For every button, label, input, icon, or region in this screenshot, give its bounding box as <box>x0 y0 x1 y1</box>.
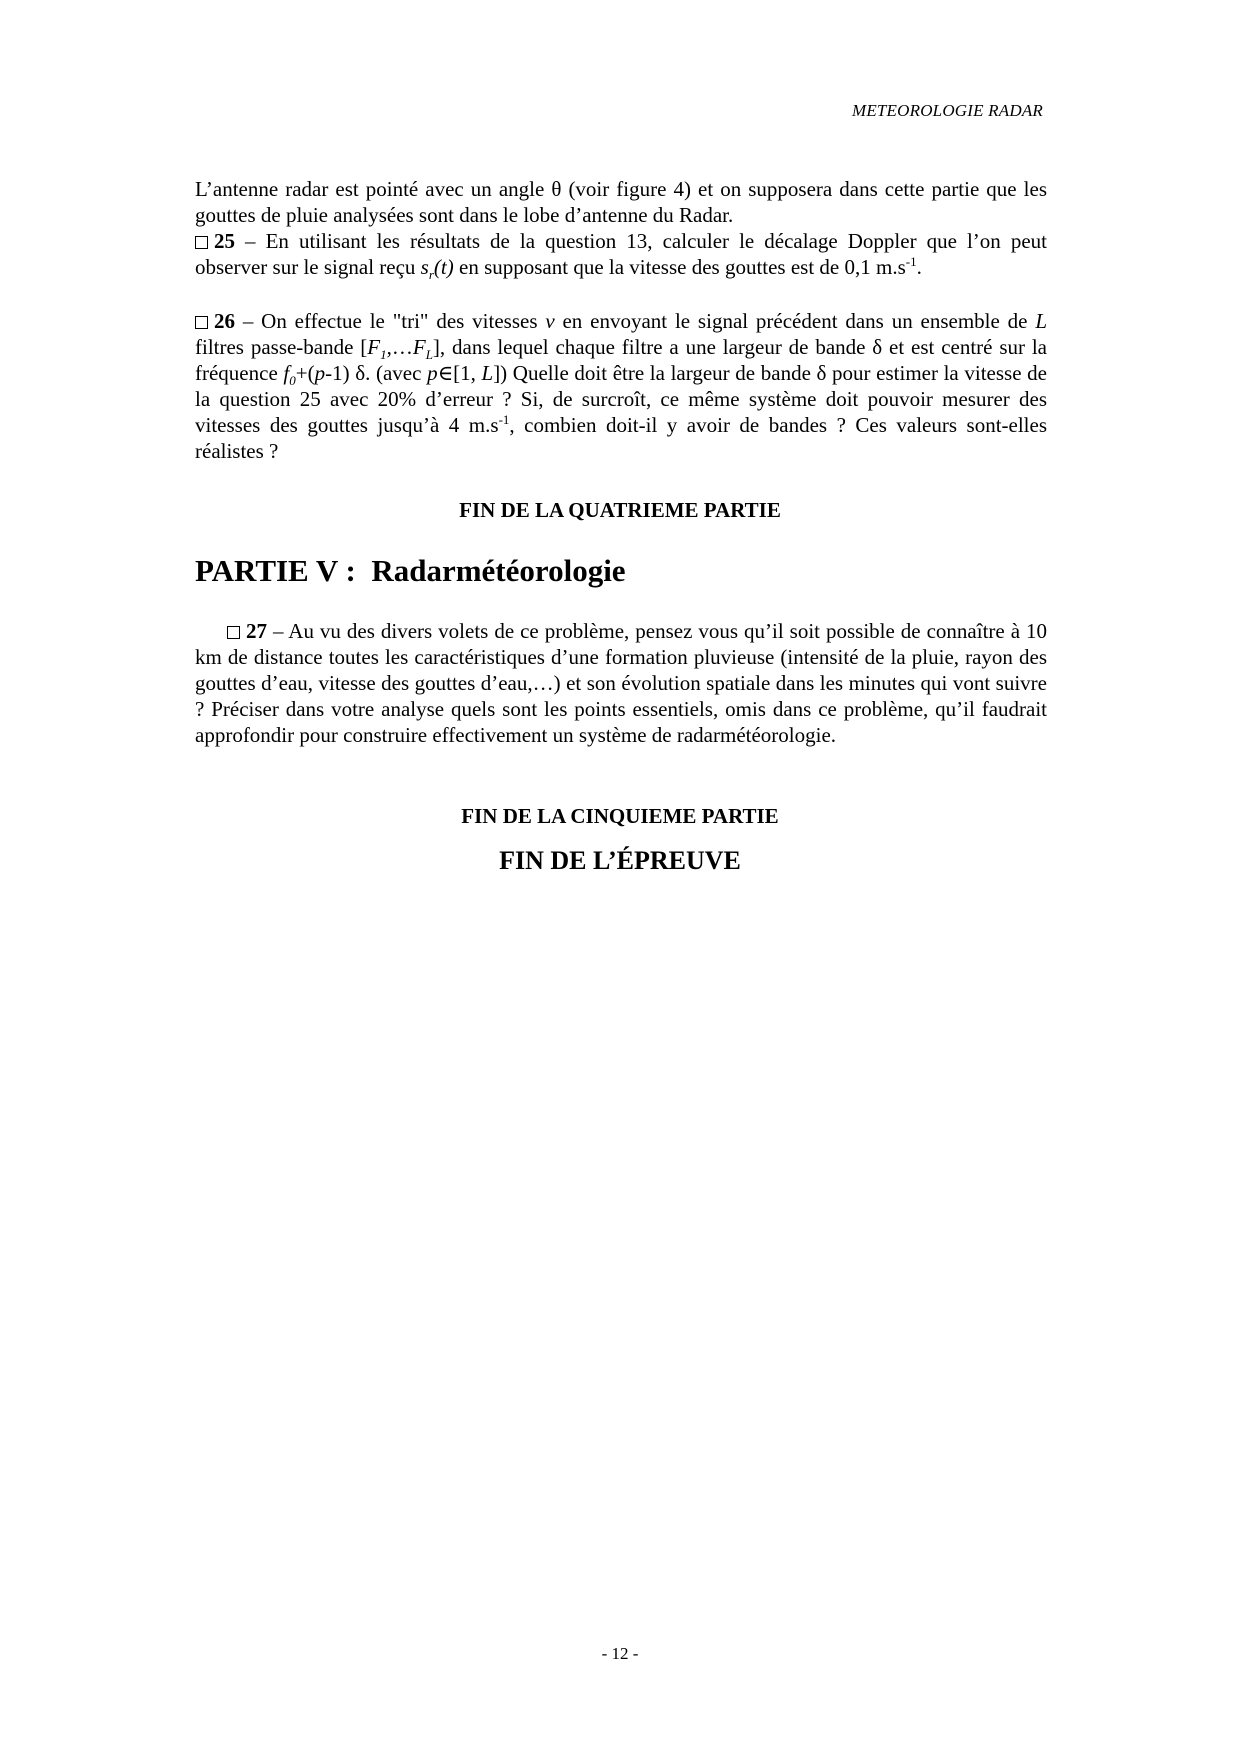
signal-symbol: s <box>420 255 429 279</box>
filter-last-subscript: L <box>425 347 433 363</box>
signal-argument: (t) <box>433 255 454 279</box>
end-part-four-heading: FIN DE LA QUATRIEME PARTIE <box>459 498 781 522</box>
question-27-number: 27 <box>246 619 267 643</box>
unit-exponent: -1 <box>905 254 917 269</box>
frequency-subscript: 0 <box>289 373 296 389</box>
question-26 <box>195 308 1047 464</box>
unit-exponent: -1 <box>498 412 510 427</box>
question-25-text-b: en supposant que la vitesse des gouttes est de 0,1 m.s <box>453 255 906 279</box>
intro-and-question-25 <box>195 176 1047 283</box>
question-26-text-h: ∈[1, <box>437 361 482 385</box>
question-26-text-f: +( <box>295 361 315 385</box>
question-25 <box>195 228 1047 283</box>
question-25-number: 25 <box>214 229 235 253</box>
intro-paragraph <box>195 176 1047 228</box>
question-27 <box>195 618 1047 748</box>
index-symbol: p <box>314 361 326 385</box>
filter-first-subscript: 1 <box>380 347 387 363</box>
index-symbol: p <box>427 361 438 385</box>
question-25-text-c: . <box>916 255 922 279</box>
checkbox-icon <box>195 316 208 329</box>
question-26-text-g: -1) δ. (avec <box>325 361 428 385</box>
signal-subscript: r <box>428 267 434 283</box>
part-five-title: PARTIE V : Radarmétéorologie <box>195 553 626 588</box>
running-header: METEOROLOGIE RADAR <box>851 101 1043 120</box>
question-26-text-a: – On effectue le "tri" des vitesses <box>235 309 546 333</box>
question-26-number: 26 <box>214 309 235 333</box>
question-27-text: – Au vu des divers volets de ce problème, pensez vous qu’il soit possible de connaître à 10 km de distance toutes les caractéristiques d’une formation pluvieuse (intensité de la pluie, rayon des gouttes d’eau, vitesse des gouttes d’eau,…) et son évolution spatiale dans les minutes qui vont suivre ? Préciser dans votre analyse quels sont les points essentiels, omis dans ce problème, qu’il faudrait approfondir pour construire effectivement un système de radarmétéorologie. <box>195 619 1047 747</box>
question-26-text-e: ], dans lequel chaque filtre a une largeur de bande δ et est centré sur la fréquence <box>195 335 1047 385</box>
question-26-text-i: ]) Quelle doit être la largeur de bande δ pour estimer la vitesse de la question 25 avec 20% d’erreur ? Si, de surcroît, ce même système doit pouvoir mesurer des vitesses des gouttes jusqu’à 4 m.s <box>195 361 1047 437</box>
filter-last-symbol: F <box>412 335 426 359</box>
intro-text: L’antenne radar est pointé avec un angle θ (voir figure 4) et on supposera dans cette partie que les gouttes de pluie analysées sont dans le lobe d’antenne du Radar. <box>195 177 1047 227</box>
question-26-text-j: , combien doit-il y avoir de bandes ? Ces valeurs sont-elles réalistes ? <box>195 413 1048 463</box>
checkbox-icon <box>195 236 208 249</box>
page-number: - 12 - <box>601 1644 639 1663</box>
end-part-five-heading: FIN DE LA CINQUIEME PARTIE <box>461 804 779 828</box>
filter-count-symbol: L <box>481 361 494 385</box>
end-of-exam-heading: FIN DE L’ÉPREUVE <box>499 846 741 875</box>
filter-first-symbol: F <box>367 335 381 359</box>
question-26-text-c: filtres passe-bande [ <box>195 335 368 359</box>
checkbox-icon <box>227 626 240 639</box>
question-26-text-b: en envoyant le signal précédent dans un ensemble de <box>554 309 1036 333</box>
question-26-text-d: ,… <box>386 335 413 359</box>
velocity-symbol: v <box>545 309 555 333</box>
question-25-text-a: – En utilisant les résultats de la question 13, calculer le décalage Doppler que l’on peut observer sur le signal reçu <box>195 229 1047 279</box>
frequency-symbol: f <box>283 361 290 385</box>
filter-count-symbol: L <box>1035 309 1047 333</box>
